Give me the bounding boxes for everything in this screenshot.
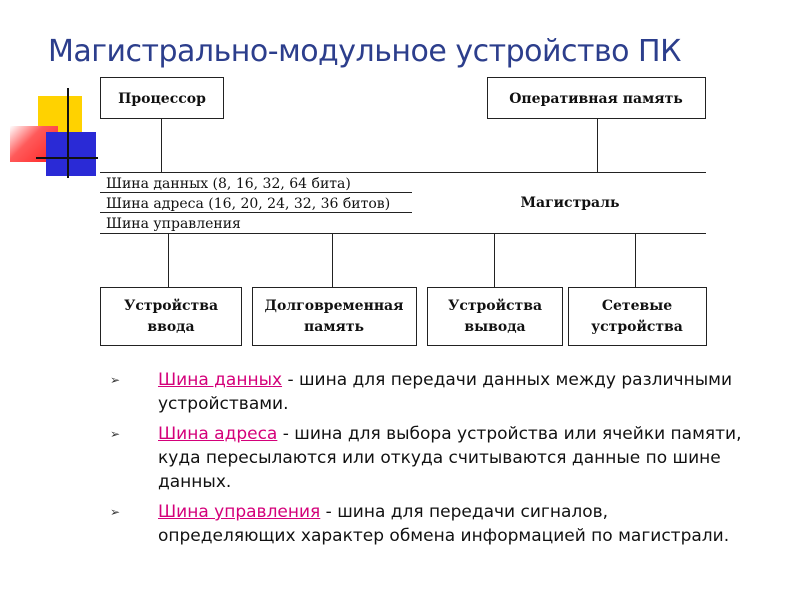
arrow-bullet-icon: ➢ xyxy=(110,505,121,519)
list-item xyxy=(110,500,750,548)
address-bus-label: Шина адреса (16, 20, 24, 32, 36 битов) xyxy=(106,196,391,212)
list-item xyxy=(110,422,750,494)
arrow-bullet-icon: ➢ xyxy=(110,373,121,387)
control-bus-definition: - шина для передачи сигналов, определяющих характер обмена информацией по магистрали. xyxy=(158,502,730,546)
control-bus-link[interactable]: Шина управления xyxy=(158,502,321,522)
storage-box xyxy=(253,288,417,346)
input-devices-label-line1: Устройства xyxy=(123,298,219,314)
input-devices-box xyxy=(101,288,242,346)
storage-label-line1: Долговременная xyxy=(264,298,404,314)
data-bus-label: Шина данных (8, 16, 32, 64 бита) xyxy=(106,176,351,192)
address-bus-link[interactable]: Шина адреса xyxy=(158,424,278,444)
data-bus-definition: - шина для передачи данных между различными устройствами. xyxy=(158,370,732,414)
output-devices-box xyxy=(428,288,563,346)
storage-label-line2: память xyxy=(304,319,364,335)
control-bus-label: Шина управления xyxy=(106,216,241,232)
output-devices-label-line2: вывода xyxy=(464,319,526,335)
address-bus-definition: - шина для выбора устройства или ячейки памяти, куда пересылаются или откуда считываются данные по шине данных. xyxy=(158,424,742,492)
arrow-bullet-icon: ➢ xyxy=(110,427,121,441)
network-devices-label-line2: устройства xyxy=(591,319,683,335)
output-devices-label-line1: Устройства xyxy=(447,298,543,314)
input-devices-label-line2: ввода xyxy=(147,319,195,335)
network-devices-label-line1: Сетевые xyxy=(601,298,673,314)
list-item xyxy=(110,368,750,416)
data-bus-link[interactable]: Шина данных xyxy=(158,370,283,390)
backbone-label: Магистраль xyxy=(520,195,620,211)
processor-label: Процессор xyxy=(118,91,206,107)
definition-list xyxy=(110,368,750,554)
slide-title: Магистрально-модульное устройство ПК xyxy=(48,34,681,69)
ram-label: Оперативная память xyxy=(509,91,683,107)
network-devices-box xyxy=(569,288,707,346)
